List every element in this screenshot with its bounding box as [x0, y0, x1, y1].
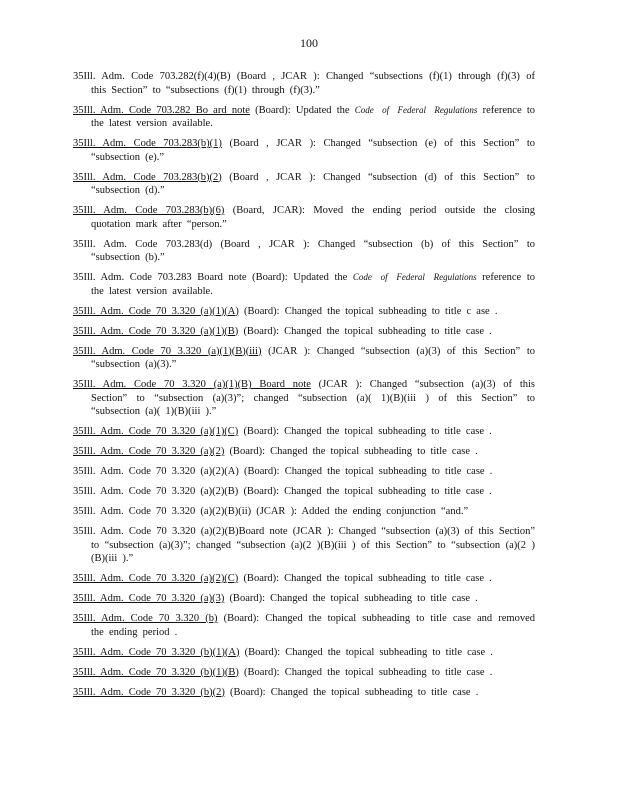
entry-citation: 35Ill. Adm. Code 70 3.320 (b)(1)(B) [73, 666, 239, 678]
entry [73, 465, 535, 479]
entry-text: (JCAR ): Changed “subsection (a)(3) of this Section” to “subsection (a)(3)”; changed “subsection (a)(2 )(B)(iii ) of this Section” to “subsection (a)(2 )(B)(iii ).” [91, 526, 536, 564]
entry-citation: 35Ill. Adm. Code 70 3.320 (a)(1)(A) [73, 305, 239, 317]
entry-text: (Board): Changed the topical subheading to title case . [238, 666, 493, 678]
entry-text: (Board , JCAR ): Changed “subsection (b) of this Section” to “subsection (b).” [91, 238, 535, 263]
entry-citation: 35Ill. Adm. Code 70 3.320 (a)(2)(B)(ii) [73, 506, 252, 517]
entry-text: (JCAR ): Added the ending conjunction “and.” [251, 506, 469, 517]
page-number: 100 [300, 36, 318, 50]
entry [73, 345, 535, 372]
entry-citation: 35Ill. Adm. Code 70 3.320 (a)(2)(C) [73, 573, 239, 584]
entry [73, 305, 535, 319]
entry-citation: 35Ill. Adm. Code 703.282(f)(4)(B) [73, 71, 231, 82]
entry [73, 525, 535, 566]
entry-citation: 35Ill. Adm. Code 70 3.320 (a)(2) [73, 446, 225, 457]
entry [73, 505, 535, 519]
entry-text: (Board): Changed the topical subheading to title case . [224, 593, 478, 604]
entry [73, 646, 535, 660]
entry-text: (Board): Changed the topical subheading to title case . [238, 466, 493, 477]
entry-citation: 35Ill. Adm. Code 70 3.320 (a)(1)(B)(iii) [73, 345, 262, 357]
entry [73, 137, 535, 164]
entry-cfr-title: Code of Federal Regulations [352, 272, 477, 282]
entry-citation: 35Ill. Adm. Code 70 3.320 (a)(1)(C) [73, 426, 239, 437]
entry-text: (Board , JCAR ): Changed “subsections (f)(1) through (f)(3) of this Section” to “subsections (f)(1) through (f)(3).” [91, 71, 535, 96]
entry [73, 70, 535, 97]
entry-citation: 35Ill. Adm. Code 70 3.320 (a)(1)(B) Board note [73, 379, 311, 390]
entry-citation: 35Ill. Adm. Code 70 3.320 (b)(2) [73, 686, 225, 698]
entry-citation: 35Ill. Adm. Code 703.282 Bo ard note [73, 104, 250, 116]
entry-text: (Board): Changed the topical subheading to title case . [239, 646, 493, 658]
entry [73, 325, 535, 339]
entry [73, 104, 535, 131]
entry [73, 271, 535, 298]
entry [73, 686, 535, 700]
entry [73, 666, 535, 680]
entry-list [73, 70, 535, 706]
entry-text: (Board): Updated the [246, 272, 353, 283]
entry-text: (Board): Changed the topical subheading to title case . [224, 686, 479, 698]
entry-text: (Board): Changed the topical subheading to title case . [238, 426, 492, 437]
entry-citation: 35Ill. Adm. Code 70 3.320 (a)(2)(A) [73, 466, 239, 477]
entry [73, 612, 535, 639]
entry-citation: 35Ill. Adm. Code 70 3.320 (a)(2)(B) [73, 486, 239, 497]
entry-text: (Board , JCAR ): Changed “subsection (d) of this Section” to “subsection (d).” [91, 171, 536, 196]
entry-citation: 35Ill. Adm. Code 70 3.320 (b)(1)(A) [73, 646, 240, 658]
entry-text: (Board): Changed the topical subheading to title case . [238, 573, 492, 584]
entry-text-tail: reference to the latest version available. [91, 104, 536, 129]
entry [73, 238, 535, 265]
entry-text: (Board): Changed the topical subheading to title case and removed the ending period . [91, 613, 535, 638]
entry-text: (Board): Updated the [249, 104, 355, 116]
entry [73, 592, 535, 606]
entry-citation: 35Ill. Adm. Code 703.283(b)(2) [73, 171, 222, 183]
entry-cfr-title: Code of Federal Regulations [354, 104, 478, 115]
entry-text: (Board): Changed the topical subheading to title case . [224, 446, 478, 457]
entry-citation: 35Ill. Adm. Code 70 3.320 (b) [73, 613, 218, 624]
entry-text: (JCAR ): Changed “subsection (a)(3) of this Section” to “subsection (a)(3).” [91, 345, 535, 370]
entry-citation: 35Ill. Adm. Code 703.283(b)(6) [73, 205, 225, 216]
entry-text: (Board, JCAR): Moved the ending period outside the closing quotation mark after “person.” [91, 205, 535, 230]
entry [73, 204, 535, 231]
entry [73, 572, 535, 586]
entry-citation: 35Ill. Adm. Code 70 3.320 (a)(1)(B) [73, 325, 239, 337]
entry [73, 378, 535, 419]
entry-citation: 35Ill. Adm. Code 703.283(b)(1) [73, 138, 222, 149]
entry-citation: 35Ill. Adm. Code 703.283 Board note [73, 272, 247, 283]
entry [73, 171, 535, 198]
entry-text: (JCAR ): Changed “subsection (a)(3) of this Section” to “subsection (a)(3)”; changed “subsection (a)( 1)(B)(iii ) of this Section” to “subsection (a)( 1)(B)(iii ).” [91, 379, 536, 417]
entry-text-tail: reference to the latest version available. [91, 272, 535, 297]
entry-text: (Board , JCAR ): Changed “subsection (e) of this Section” to “subsection (e).” [91, 138, 536, 163]
entry-citation: 35Ill. Adm. Code 70 3.320 (a)(3) [73, 593, 225, 604]
entry-citation: 35Ill. Adm. Code 703.283(d) [73, 238, 213, 250]
entry-text: (Board): Changed the topical subheading to title case . [238, 325, 492, 337]
entry [73, 425, 535, 439]
entry-citation: 35Ill. Adm. Code 70 3.320 (a)(2)(B)Board note [73, 526, 288, 537]
entry-text: (Board): Changed the topical subheading to title c ase . [238, 305, 498, 317]
entry [73, 485, 535, 499]
entry-text: (Board): Changed the topical subheading to title case . [238, 486, 492, 497]
entry [73, 445, 535, 459]
